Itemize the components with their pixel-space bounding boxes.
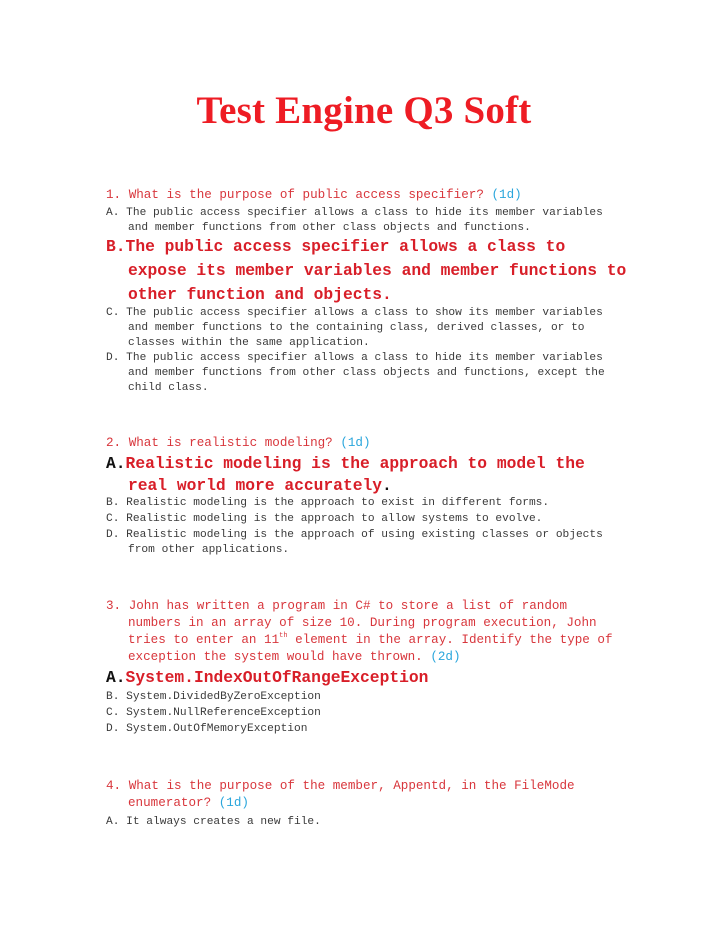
- option-text: The public access specifier allows a class to hide its member variables: [126, 352, 603, 364]
- question-marks: (1d): [340, 436, 371, 450]
- option-1a: [106, 206, 603, 221]
- option-text: It always creates a new file.: [126, 816, 321, 828]
- option-text: Realistic modeling is the approach of using existing classes or objects: [126, 529, 603, 541]
- option-letter: A.: [106, 668, 126, 687]
- option-1d: [106, 351, 603, 366]
- question-3-cont1: numbers in an array of size 10. During program execution, John: [128, 616, 597, 630]
- question-marks: (1d): [491, 188, 522, 202]
- option-2d: [106, 528, 603, 543]
- option-letter: D.: [106, 723, 120, 735]
- question-text: What is realistic modeling?: [128, 436, 333, 450]
- option-letter: B.: [106, 237, 126, 256]
- question-marks: (2d): [430, 650, 461, 664]
- option-letter: C.: [106, 707, 120, 719]
- option-text: The public access specifier allows a class to: [125, 237, 566, 256]
- option-1d-cont2: child class.: [128, 382, 209, 394]
- option-2d-cont: from other applications.: [128, 544, 290, 556]
- question-text: exception the system would have thrown.: [128, 650, 423, 664]
- option-text: System.OutOfMemoryException: [126, 723, 308, 735]
- option-text: The public access specifier allows a class to hide its member variables: [126, 207, 603, 219]
- option-1b-correct: [106, 235, 565, 259]
- option-text: Realistic modeling is the approach to allow systems to evolve.: [126, 513, 543, 525]
- option-2a-cont: [128, 474, 392, 498]
- page-title: Test Engine Q3 Soft: [196, 89, 532, 132]
- option-text: The public access specifier allows a class to show its member variables: [126, 307, 603, 319]
- option-2c: [106, 512, 542, 527]
- option-text: System.DividedByZeroException: [126, 691, 321, 703]
- option-letter: D.: [106, 529, 120, 541]
- option-3a-correct: [106, 666, 428, 690]
- question-number: 2.: [106, 436, 122, 450]
- option-text: System.IndexOutOfRangeException: [125, 668, 429, 687]
- question-4: [106, 779, 575, 794]
- option-letter: D.: [106, 352, 120, 364]
- option-letter: C.: [106, 307, 120, 319]
- option-text: Realistic modeling is the approach to exist in different forms.: [126, 497, 550, 509]
- option-letter: A.: [106, 207, 120, 219]
- question-text: enumerator?: [128, 796, 212, 810]
- option-2a-correct: [106, 452, 585, 476]
- option-3c: [106, 706, 321, 721]
- question-3: [106, 599, 567, 614]
- question-text: John has written a program in C# to store a list of random: [128, 599, 568, 613]
- question-2: [106, 436, 371, 451]
- question-number: 4.: [106, 779, 122, 793]
- question-4-cont: [128, 796, 249, 811]
- option-text: System.NullReferenceException: [126, 707, 321, 719]
- option-letter: C.: [106, 513, 120, 525]
- option-1c-cont1: and member functions to the containing class, derived classes, or to: [128, 322, 585, 334]
- question-number: 1.: [106, 188, 122, 202]
- option-1b-cont1: expose its member variables and member functions to: [128, 261, 627, 280]
- option-3d: [106, 722, 307, 737]
- option-4a: [106, 815, 321, 830]
- option-letter: B.: [106, 497, 120, 509]
- question-text: tries to enter an 11: [128, 633, 280, 647]
- option-letter: A.: [106, 454, 126, 473]
- option-1d-cont1: and member functions from other class objects and functions, except the: [128, 367, 605, 379]
- question-marks: (1d): [218, 796, 249, 810]
- option-letter: A.: [106, 816, 120, 828]
- option-1c-cont2: classes within the same application.: [128, 337, 370, 349]
- question-3-cont3: [128, 650, 461, 665]
- question-text: What is the purpose of the member, Appentd, in the FileMode: [128, 779, 575, 793]
- question-1: [106, 188, 522, 203]
- option-period: .: [382, 476, 392, 495]
- option-text: Realistic modeling is the approach to model the: [125, 454, 585, 473]
- option-1c: [106, 306, 603, 321]
- option-1b-cont2: other function and objects.: [128, 285, 392, 304]
- option-3b: [106, 690, 321, 705]
- question-text: element in the array. Identify the type of: [287, 633, 613, 647]
- option-text: real world more accurately: [128, 476, 383, 495]
- option-letter: B.: [106, 691, 120, 703]
- option-2b: [106, 496, 549, 511]
- superscript: th: [279, 632, 288, 640]
- option-1a-cont: and member functions from other class objects and functions.: [128, 222, 531, 234]
- question-number: 3.: [106, 599, 122, 613]
- question-3-cont2: [128, 633, 613, 648]
- question-text: What is the purpose of public access specifier?: [128, 188, 484, 202]
